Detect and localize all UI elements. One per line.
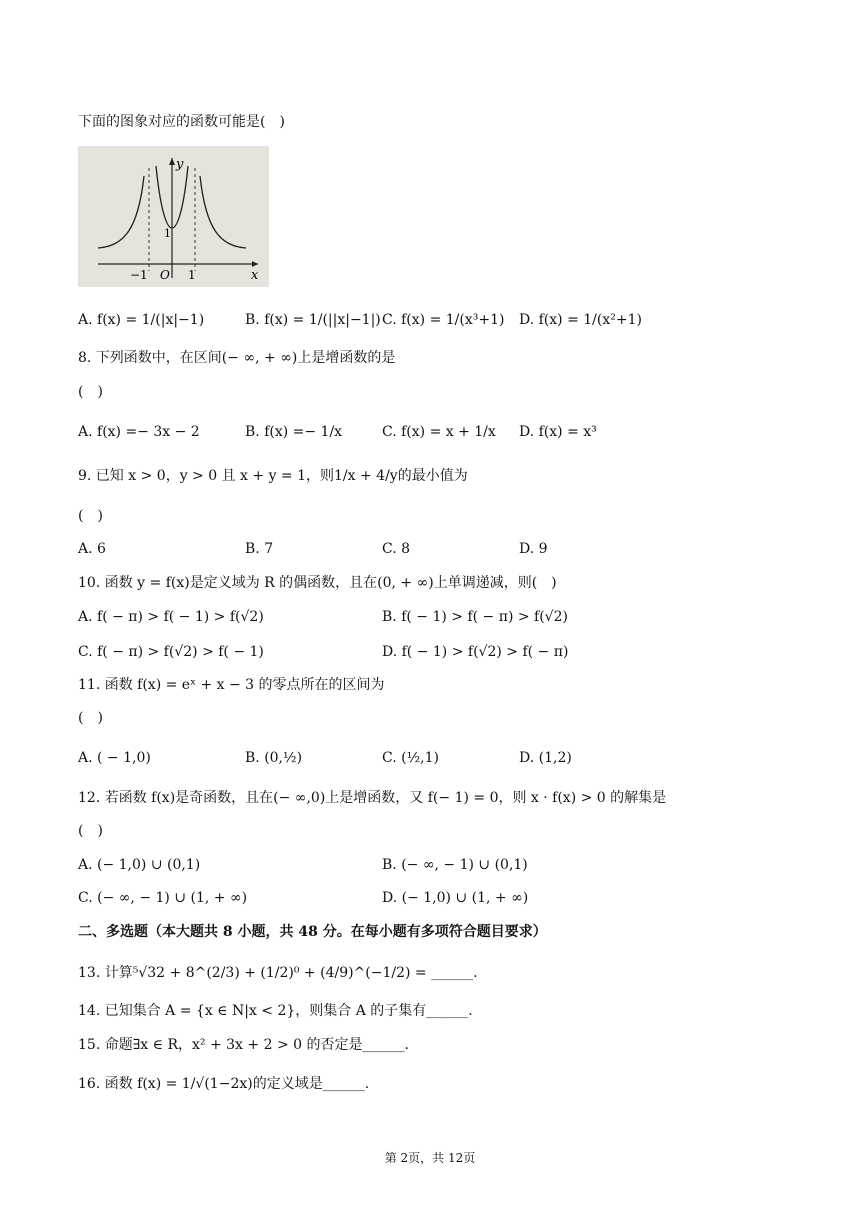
q12-option-b[interactable]: B. (− ∞, − 1) ∪ (0,1) [382, 857, 528, 873]
question-11-paren: ( ) [78, 710, 103, 726]
y-axis-arrow [169, 158, 175, 165]
q7-option-c[interactable]: C. f(x) = 1/(x³+1) [382, 312, 505, 328]
q7-option-a[interactable]: A. f(x) = 1/(|x|−1) [78, 312, 205, 328]
function-graph [78, 146, 269, 287]
question-13: 13. 计算⁵√32 + 8^(2/3) + (1/2)⁰ + (4/9)^(−1/2) = ______. [78, 965, 478, 981]
q11-option-c[interactable]: C. (½,1) [382, 750, 439, 766]
q8-option-d[interactable]: D. f(x) = x³ [519, 424, 597, 440]
q10-option-b[interactable]: B. f( − 1) > f( − π) > f(√2) [382, 609, 568, 625]
question-9-stem: 9. 已知 x > 0，y > 0 且 x + y = 1，则1/x + 4/y的最小值为 [78, 468, 468, 484]
q10-option-c[interactable]: C. f( − π) > f(√2) > f( − 1) [78, 644, 264, 660]
q11-option-d[interactable]: D. (1,2) [519, 750, 572, 766]
y-axis-label: y [176, 157, 184, 172]
question-16: 16. 函数 f(x) = 1/√(1−2x)的定义域是______. [78, 1076, 370, 1092]
question-8-stem: 8. 下列函数中，在区间(− ∞, + ∞)上是增函数的是 [78, 350, 396, 366]
question-10-stem: 10. 函数 y = f(x)是定义域为 R 的偶函数，且在(0, + ∞)上单调递减，则( ) [78, 575, 557, 591]
q11-option-a[interactable]: A. ( − 1,0) [78, 750, 151, 766]
question-14: 14. 已知集合 A = {x ∈ N|x < 2}，则集合 A 的子集有______. [78, 1003, 473, 1019]
question-12-stem: 12. 若函数 f(x)是奇函数，且在(− ∞,0)上是增函数，又 f(− 1) = 0，则 x · f(x) > 0 的解集是 [78, 790, 667, 806]
q12-option-d[interactable]: D. (− 1,0) ∪ (1, + ∞) [382, 890, 529, 906]
origin-label: O [160, 268, 170, 282]
q10-option-d[interactable]: D. f( − 1) > f(√2) > f( − π) [382, 644, 569, 660]
q7-option-d[interactable]: D. f(x) = 1/(x²+1) [519, 312, 642, 328]
question-12-paren: ( ) [78, 823, 103, 839]
question-15: 15. 命题∃x ∈ R，x² + 3x + 2 > 0 的否定是______. [78, 1037, 409, 1053]
q7-option-b[interactable]: B. f(x) = 1/(||x|−1|) [245, 312, 381, 328]
x-axis-arrow [252, 261, 258, 267]
tick-label-y1: 1 [164, 227, 171, 240]
q10-option-a[interactable]: A. f( − π) > f( − 1) > f(√2) [78, 609, 264, 625]
q11-option-b[interactable]: B. (0,½) [245, 750, 303, 766]
q9-option-c[interactable]: C. 8 [382, 541, 411, 557]
section-2-heading: 二、多选题（本大题共 8 小题，共 48 分。在每小题有多项符合题目要求） [78, 924, 547, 940]
curve-right [200, 176, 246, 248]
question-9-paren: ( ) [78, 508, 103, 524]
q8-option-b[interactable]: B. f(x) =− 1/x [245, 424, 343, 440]
page-footer: 第 2页，共 12页 [384, 1151, 476, 1165]
q9-option-b[interactable]: B. 7 [245, 541, 274, 557]
question-8-paren: ( ) [78, 384, 103, 400]
question-11-stem: 11. 函数 f(x) = eˣ + x − 3 的零点所在的区间为 [78, 677, 385, 693]
function-graph-figure [78, 146, 269, 287]
q9-option-a[interactable]: A. 6 [78, 541, 106, 557]
curve-left [98, 176, 144, 248]
x-axis-label: x [251, 268, 259, 283]
question-7-stem: 下面的图象对应的函数可能是( ) [78, 114, 285, 130]
q12-option-c[interactable]: C. (− ∞, − 1) ∪ (1, + ∞) [78, 890, 248, 906]
tick-label-neg1: −1 [130, 268, 148, 282]
q12-option-a[interactable]: A. (− 1,0) ∪ (0,1) [78, 857, 201, 873]
tick-label-pos1: 1 [188, 268, 196, 282]
q9-option-d[interactable]: D. 9 [519, 541, 548, 557]
q8-option-a[interactable]: A. f(x) =− 3x − 2 [78, 424, 200, 440]
q8-option-c[interactable]: C. f(x) = x + 1/x [382, 424, 496, 440]
